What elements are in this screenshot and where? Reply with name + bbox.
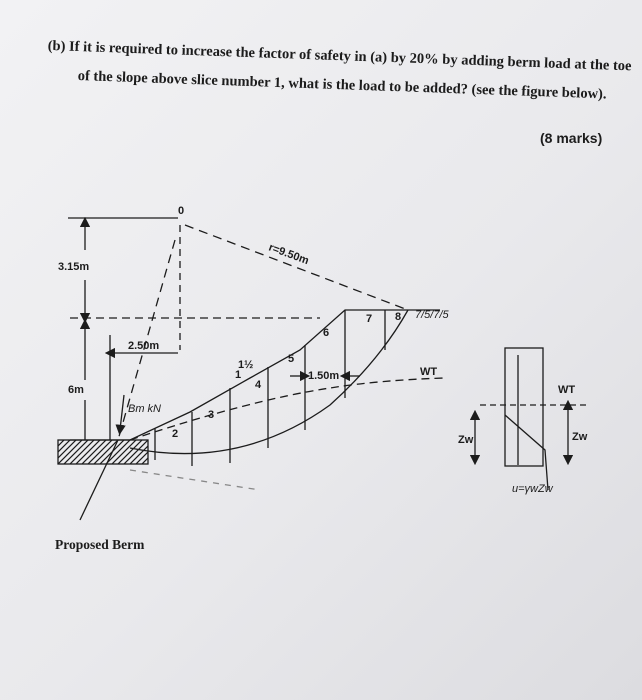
faint-dashed-line (130, 470, 260, 490)
detail-zw-left-label: Zw (458, 434, 474, 446)
slice-number: 1 (235, 369, 242, 381)
detail-pore-pressure-label: u=γwZw (512, 483, 553, 495)
slice-number: 4 (255, 379, 262, 391)
slice-number: 1½ (238, 359, 254, 371)
height-label: 3.15m (58, 261, 90, 273)
radius-label: r=9.50m (266, 241, 311, 268)
figure-caption: Proposed Berm (55, 537, 145, 552)
marks-label: (8 marks) (540, 130, 603, 146)
detail-zw-right-label: Zw (572, 431, 588, 443)
slice-number: 2 (172, 428, 179, 440)
detail-water-table-label: WT (558, 384, 576, 396)
question-line-2: of the slope above slice number 1, what is the load to be added? (see the figure below). (77, 68, 607, 103)
slice-number: 7 (366, 313, 373, 325)
water-table-label: WT (420, 366, 438, 378)
detail-slip-line (505, 415, 548, 490)
depth-label: 6m (68, 384, 84, 396)
proposed-berm-hatch (58, 440, 148, 464)
ground-symbol: 7/5/7/5 (415, 309, 449, 321)
center-label: 0 (178, 205, 185, 217)
berm-load-label: Bm kN (128, 403, 161, 415)
slice-number: 5 (288, 353, 295, 365)
slice-number: 3 (208, 409, 215, 421)
slice-width-label: 1.50m (308, 370, 340, 382)
berm-offset-label: 2.50m (128, 340, 160, 352)
radius-dashed-line (185, 225, 408, 310)
slice-number: 8 (395, 311, 402, 323)
question-line-1: (b) If it is required to increase the factor of safety in (a) by 20% by adding berm load at the toe (47, 38, 632, 75)
berm-load-arrow (120, 395, 124, 430)
slice-number: 6 (323, 327, 330, 339)
detail-slice-outline (505, 348, 543, 466)
